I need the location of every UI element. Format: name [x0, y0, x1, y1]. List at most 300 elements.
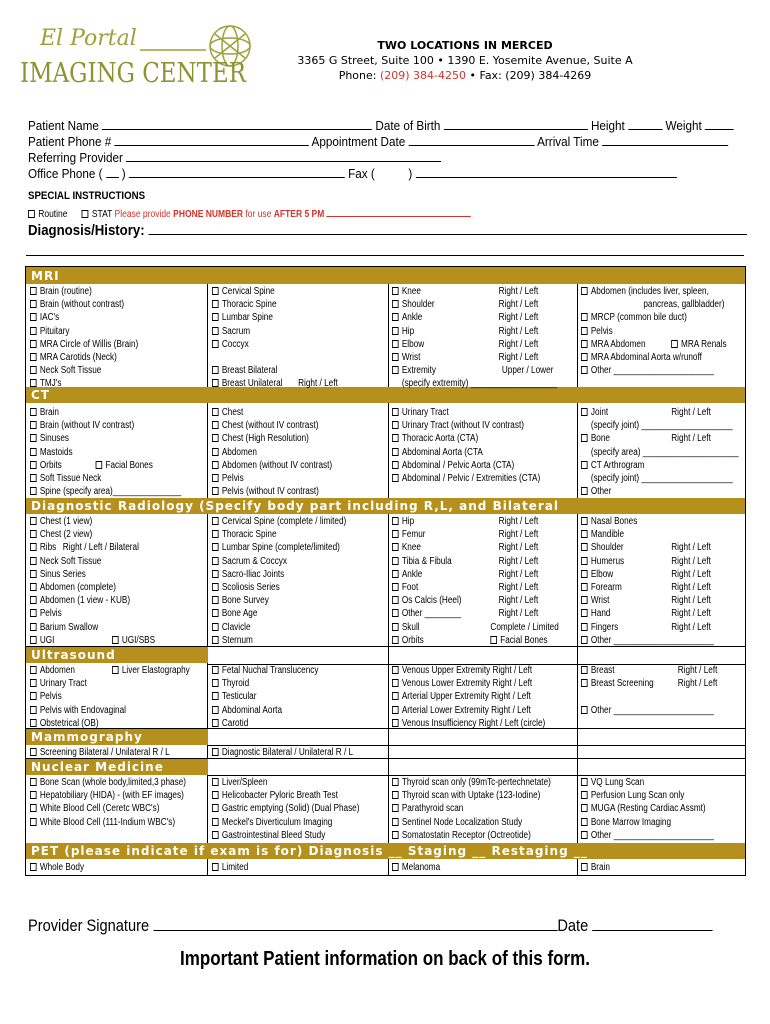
- exam-checkbox[interactable]: [581, 679, 588, 687]
- signature-field[interactable]: [153, 917, 557, 931]
- appt-field[interactable]: [408, 135, 534, 146]
- exam-checkbox[interactable]: [212, 487, 219, 495]
- exam-checkbox[interactable]: [581, 596, 588, 604]
- list-item: [212, 338, 282, 351]
- band-nuc-label: Nuclear Medicine: [31, 760, 164, 774]
- exam-checkbox[interactable]: [581, 517, 588, 525]
- exam-checkbox[interactable]: [212, 340, 219, 348]
- list-item: [30, 432, 181, 445]
- exam-checkbox[interactable]: [212, 557, 219, 565]
- laterality-options: Right / Left: [498, 568, 539, 580]
- exam-checkbox[interactable]: [30, 609, 37, 617]
- stat-checkbox[interactable]: [82, 210, 89, 218]
- list-item: [392, 446, 540, 459]
- laterality-options: Right / Left: [498, 595, 539, 607]
- exam-checkbox[interactable]: [30, 327, 37, 335]
- list-item: [212, 528, 346, 541]
- exam-checkbox[interactable]: [96, 461, 103, 469]
- exam-label: Helicobacter Pyloric Breath Test: [221, 790, 338, 802]
- exam-checkbox[interactable]: [581, 313, 588, 321]
- list-item: [392, 541, 539, 554]
- band-pet-label: PET (please indicate if exam is for) Diagnosis __ Staging __ Restaging __: [31, 844, 588, 858]
- exam-label: Thoracic Aorta (CTA): [401, 433, 479, 445]
- list-item: [30, 485, 181, 498]
- exam-label: Spine (specify area)_______________: [39, 486, 182, 498]
- list-item: [30, 802, 186, 815]
- list-item: [30, 789, 186, 802]
- exam-label: Bone Marrow Imaging: [590, 816, 672, 828]
- routine-checkbox[interactable]: [28, 210, 35, 218]
- exam-checkbox[interactable]: [212, 379, 219, 387]
- patient-phone-row: [28, 134, 728, 149]
- laterality-options: Right / Left: [298, 378, 338, 390]
- exam-checkbox[interactable]: [581, 570, 588, 578]
- exam-checkbox[interactable]: [30, 287, 37, 295]
- exam-checkbox[interactable]: [581, 408, 588, 416]
- list-item: [581, 816, 714, 829]
- exam-checkbox[interactable]: [212, 448, 219, 456]
- exam-label: MRA Abdominal Aorta w/runoff: [590, 352, 702, 364]
- list-item: [212, 704, 318, 717]
- exam-checkbox[interactable]: [30, 487, 37, 495]
- exam-checkbox[interactable]: [392, 434, 399, 442]
- exam-checkbox[interactable]: [212, 719, 219, 727]
- laterality-options: Right / Left: [498, 338, 539, 350]
- exam-checkbox[interactable]: [581, 353, 588, 361]
- list-item: [30, 568, 130, 581]
- list-item: [581, 515, 714, 528]
- exam-checkbox[interactable]: [581, 461, 588, 469]
- diagnosis-line-2[interactable]: [26, 255, 744, 256]
- list-item: [392, 515, 539, 528]
- exam-checkbox[interactable]: [392, 353, 399, 361]
- exam-checkbox[interactable]: [30, 719, 37, 727]
- exam-label: IAC's: [39, 312, 60, 324]
- inline-option: [490, 634, 547, 647]
- exam-checkbox[interactable]: [30, 300, 37, 308]
- exam-label: Obstetrical (OB): [39, 717, 99, 729]
- laterality-options: Right / Left: [498, 608, 539, 620]
- laterality-options: Right / Left: [498, 555, 539, 567]
- exam-checkbox[interactable]: [30, 353, 37, 361]
- exam-checkbox[interactable]: [392, 719, 399, 727]
- exam-checkbox[interactable]: [392, 543, 399, 551]
- fax-close-paren: ): [408, 166, 413, 181]
- exam-label: Forearm: [590, 582, 622, 594]
- exam-checkbox[interactable]: [30, 434, 37, 442]
- referring-field[interactable]: [126, 151, 441, 162]
- inline-option: [671, 338, 726, 351]
- exam-label: Brain (without IV contrast): [39, 420, 135, 432]
- list-item: [392, 568, 539, 581]
- exam-checkbox[interactable]: [30, 557, 37, 565]
- list-item: [581, 311, 724, 324]
- exam-checkbox[interactable]: [30, 530, 37, 538]
- list-item: [392, 621, 559, 634]
- dob-field[interactable]: [444, 119, 588, 130]
- exam-checkbox[interactable]: [30, 636, 37, 644]
- us-col3: [392, 664, 545, 730]
- list-item: [30, 664, 190, 677]
- pet-limited-checkbox[interactable]: [212, 863, 219, 871]
- band-pet: [26, 843, 745, 859]
- pet-col1: [30, 861, 84, 874]
- exam-checkbox[interactable]: [392, 461, 399, 469]
- list-item: [212, 581, 346, 594]
- exam-checkbox[interactable]: [212, 804, 219, 812]
- exam-checkbox[interactable]: [392, 583, 399, 591]
- exam-label: UGI/SBS: [121, 634, 156, 646]
- exam-checkbox[interactable]: [581, 340, 588, 348]
- exam-checkbox[interactable]: [30, 666, 37, 674]
- exam-label: Brain (routine): [39, 286, 92, 297]
- exam-checkbox[interactable]: [581, 557, 588, 565]
- exam-checkbox[interactable]: [212, 623, 219, 631]
- exam-label: Cervical Spine: [221, 286, 275, 297]
- fax-area-field[interactable]: [378, 167, 405, 178]
- height-field[interactable]: [628, 119, 662, 130]
- exam-label: Liver Elastography: [121, 665, 190, 676]
- exam-checkbox[interactable]: [392, 666, 399, 674]
- band-us-label: Ultrasound: [31, 648, 116, 662]
- exam-checkbox[interactable]: [392, 474, 399, 482]
- exam-checkbox[interactable]: [392, 778, 399, 786]
- exam-checkbox[interactable]: [581, 804, 588, 812]
- exam-checkbox[interactable]: [392, 300, 399, 308]
- exam-checkbox[interactable]: [112, 636, 119, 644]
- list-item: [581, 364, 724, 377]
- exam-checkbox[interactable]: [392, 408, 399, 416]
- exam-checkbox[interactable]: [392, 366, 399, 374]
- list-item: [581, 776, 714, 789]
- exam-label: Hand: [590, 608, 611, 620]
- exam-label: Bone Scan (whole body,limited,3 phase): [39, 777, 187, 788]
- pet-whole-body-label: Whole Body: [39, 862, 85, 873]
- exam-checkbox[interactable]: [392, 679, 399, 687]
- exam-checkbox[interactable]: [392, 557, 399, 565]
- exam-checkbox[interactable]: [392, 448, 399, 456]
- pet-whole-body-checkbox[interactable]: [30, 863, 37, 871]
- list-item: [392, 717, 545, 730]
- list-item: [30, 528, 130, 541]
- exam-checkbox[interactable]: [212, 666, 219, 674]
- list-item: [392, 607, 539, 620]
- exam-checkbox[interactable]: [581, 487, 588, 495]
- list-item: [212, 541, 346, 554]
- pet-col4: [581, 861, 610, 874]
- exam-checkbox[interactable]: [30, 340, 37, 348]
- exam-label: (specify area) _____________________: [590, 446, 739, 458]
- row-divider: [26, 728, 745, 729]
- list-item: [392, 789, 551, 802]
- exam-checkbox[interactable]: [392, 327, 399, 335]
- exam-checkbox[interactable]: [392, 804, 399, 812]
- exam-checkbox[interactable]: [581, 636, 588, 644]
- list-item: [212, 816, 359, 829]
- exam-checkbox[interactable]: [30, 791, 37, 799]
- signature-date-field[interactable]: [592, 917, 712, 931]
- list-item: [581, 472, 739, 485]
- mri-col2: [212, 285, 338, 391]
- exam-checkbox[interactable]: [30, 596, 37, 604]
- exam-checkbox[interactable]: [581, 530, 588, 538]
- exam-checkbox[interactable]: [212, 609, 219, 617]
- exam-checkbox[interactable]: [30, 543, 37, 551]
- exam-label: Fetal Nuchal Translucency: [221, 665, 319, 676]
- list-item: [212, 607, 346, 620]
- list-item: [581, 690, 714, 703]
- exam-checkbox[interactable]: [392, 818, 399, 826]
- list-item: [30, 311, 138, 324]
- diagnosis-field[interactable]: [148, 224, 746, 235]
- exam-label: Tibia & Fibula: [401, 555, 452, 567]
- stat-note-phone: PHONE NUMBER: [173, 209, 244, 220]
- exam-label: Extremity: [401, 365, 437, 377]
- exam-checkbox[interactable]: [581, 831, 588, 839]
- exam-checkbox[interactable]: [212, 543, 219, 551]
- exam-checkbox[interactable]: [392, 791, 399, 799]
- extremity-specify[interactable]: [392, 377, 557, 390]
- exam-checkbox[interactable]: [30, 804, 37, 812]
- exam-checkbox[interactable]: [392, 421, 399, 429]
- list-item: [212, 515, 346, 528]
- exam-checkbox[interactable]: [212, 818, 219, 826]
- mammo-diagnostic-checkbox[interactable]: [212, 748, 219, 756]
- list-item: [30, 325, 138, 338]
- exam-checkbox[interactable]: [392, 609, 399, 617]
- exam-checkbox[interactable]: [30, 408, 37, 416]
- dob-label: Date of Birth: [375, 118, 441, 133]
- exam-label: Breast Bilateral: [221, 365, 278, 377]
- office-row: [28, 166, 677, 181]
- laterality-options: Right / Left: [671, 407, 711, 418]
- stat-phone-field[interactable]: [327, 206, 472, 217]
- exam-checkbox[interactable]: [212, 366, 219, 374]
- exam-checkbox[interactable]: [392, 636, 399, 644]
- exam-checkbox[interactable]: [30, 461, 37, 469]
- pet-brain-checkbox[interactable]: [581, 863, 588, 871]
- exam-label: Breast Unilateral: [221, 378, 283, 390]
- office-phone-field[interactable]: [129, 167, 345, 178]
- signature-label: Provider Signature: [28, 916, 150, 935]
- exam-label: Hepatobiliary (HIDA) - (with EF images): [39, 790, 184, 802]
- exam-checkbox[interactable]: [392, 340, 399, 348]
- exam-checkbox[interactable]: [212, 474, 219, 482]
- list-item: [392, 311, 557, 324]
- exam-checkbox[interactable]: [30, 818, 37, 826]
- mammo-screening-checkbox[interactable]: [30, 748, 37, 756]
- exam-label: Clavicle: [221, 621, 251, 633]
- exam-label: Venous Insufficiency Right / Left (circle): [401, 717, 546, 729]
- list-item: [212, 351, 282, 364]
- exam-label: Hip: [401, 516, 415, 527]
- exam-label: Shoulder: [590, 542, 624, 554]
- exam-checkbox[interactable]: [212, 636, 219, 644]
- laterality-options: Right / Left: [498, 582, 539, 594]
- exam-checkbox[interactable]: [30, 448, 37, 456]
- exam-checkbox[interactable]: [30, 778, 37, 786]
- exam-checkbox[interactable]: [581, 543, 588, 551]
- exam-checkbox[interactable]: [212, 287, 219, 295]
- exam-checkbox[interactable]: [212, 791, 219, 799]
- list-item: [392, 351, 557, 364]
- exam-checkbox[interactable]: [581, 818, 588, 826]
- exam-label: Urinary Tract: [39, 678, 87, 690]
- patient-phone-field[interactable]: [115, 135, 309, 146]
- exam-checkbox[interactable]: [581, 434, 588, 442]
- us-col4: [581, 664, 718, 717]
- laterality-options: Right / Left: [498, 516, 539, 527]
- ct-col2: [212, 406, 332, 498]
- exam-checkbox[interactable]: [212, 679, 219, 687]
- exam-checkbox[interactable]: [581, 366, 588, 374]
- exam-label: Skull: [401, 621, 420, 633]
- exam-checkbox[interactable]: [30, 379, 37, 387]
- exam-label: Carotid: [221, 717, 249, 729]
- exam-checkbox[interactable]: [212, 434, 219, 442]
- exam-label: Pelvis with Endovaginal: [39, 704, 126, 716]
- list-item: [581, 459, 739, 472]
- exam-checkbox[interactable]: [30, 692, 37, 700]
- exam-checkbox[interactable]: [392, 287, 399, 295]
- exam-checkbox[interactable]: [581, 666, 588, 674]
- exam-checkbox[interactable]: [392, 831, 399, 839]
- exam-checkbox[interactable]: [212, 408, 219, 416]
- exam-checkbox[interactable]: [212, 461, 219, 469]
- exam-label: Sacrum & Coccyx: [221, 555, 288, 567]
- laterality-options: Right / Left: [671, 595, 711, 607]
- exam-checkbox[interactable]: [30, 366, 37, 374]
- exam-checkbox[interactable]: [212, 778, 219, 786]
- exam-checkbox[interactable]: [30, 517, 37, 525]
- exam-label: MRA Abdomen: [590, 338, 646, 350]
- exam-label: Fingers: [590, 621, 619, 633]
- list-item: [581, 406, 739, 419]
- band-mri: [26, 267, 745, 284]
- exam-checkbox[interactable]: [392, 530, 399, 538]
- exam-checkbox[interactable]: [212, 327, 219, 335]
- exam-checkbox[interactable]: [392, 692, 399, 700]
- fax-field[interactable]: [416, 167, 677, 178]
- exam-checkbox[interactable]: [581, 791, 588, 799]
- exam-checkbox[interactable]: [30, 706, 37, 714]
- logo-line2: IMAGING CENTER: [20, 58, 246, 89]
- list-item: [581, 528, 714, 541]
- exam-checkbox[interactable]: [212, 596, 219, 604]
- exam-label: Elbow: [590, 568, 614, 580]
- exam-checkbox[interactable]: [30, 679, 37, 687]
- arrival-field[interactable]: [602, 135, 728, 146]
- list-item: [392, 677, 545, 690]
- exam-label: Pelvis: [39, 608, 62, 620]
- exam-checkbox[interactable]: [671, 340, 678, 348]
- exam-checkbox[interactable]: [212, 517, 219, 525]
- list-item: [392, 338, 557, 351]
- exam-checkbox[interactable]: [392, 706, 399, 714]
- us-col2: [212, 664, 318, 730]
- exam-checkbox[interactable]: [581, 778, 588, 786]
- exam-label: Neck Soft Tissue: [39, 555, 102, 567]
- exam-checkbox[interactable]: [581, 327, 588, 335]
- weight-field[interactable]: [705, 119, 734, 130]
- laterality-options: Right / Left: [671, 542, 711, 554]
- band-us: [26, 647, 208, 663]
- header-address: 3365 G Street, Suite 100 • 1390 E. Yosemite Avenue, Suite A: [297, 54, 633, 67]
- exam-checkbox[interactable]: [212, 706, 219, 714]
- exam-checkbox[interactable]: [212, 300, 219, 308]
- list-item: [30, 690, 126, 703]
- exam-checkbox[interactable]: [30, 623, 37, 631]
- phone-label: Phone:: [338, 69, 377, 82]
- exam-checkbox[interactable]: [212, 421, 219, 429]
- exam-checkbox[interactable]: [581, 583, 588, 591]
- exam-label: Brain (without contrast): [39, 299, 125, 311]
- exam-label: Chest (2 view): [39, 529, 93, 541]
- exam-checkbox[interactable]: [581, 623, 588, 631]
- list-item: [212, 802, 359, 815]
- list-item: [392, 829, 551, 842]
- exam-label: MRA Circle of Willis (Brain): [39, 338, 139, 350]
- list-item: [581, 432, 739, 445]
- exam-checkbox[interactable]: [212, 313, 219, 321]
- list-item: [392, 816, 551, 829]
- exam-checkbox[interactable]: [212, 570, 219, 578]
- stat-note-after: AFTER 5 PM: [273, 209, 325, 220]
- exam-checkbox[interactable]: [212, 530, 219, 538]
- exam-label: MRA Renals: [681, 338, 727, 350]
- exam-checkbox[interactable]: [581, 609, 588, 617]
- patient-name-field[interactable]: [102, 119, 372, 130]
- exam-checkbox[interactable]: [392, 517, 399, 525]
- list-item: [30, 472, 181, 485]
- exam-checkbox[interactable]: [392, 623, 399, 631]
- list-item: [392, 690, 545, 703]
- exam-label: Perfusion Lung Scan only: [590, 790, 685, 802]
- list-item: [212, 789, 359, 802]
- list-item: [212, 621, 346, 634]
- exam-checkbox[interactable]: [212, 583, 219, 591]
- pet-melanoma-checkbox[interactable]: [392, 863, 399, 871]
- exam-checkbox[interactable]: [212, 831, 219, 839]
- exam-label: Pelvis: [590, 325, 613, 337]
- exam-checkbox[interactable]: [30, 474, 37, 482]
- exam-checkbox[interactable]: [30, 583, 37, 591]
- exam-checkbox[interactable]: [581, 706, 588, 714]
- dx-col2: [212, 515, 346, 647]
- mammo-diagnostic-label: Diagnostic Bilateral / Unilateral R / L: [221, 747, 354, 758]
- exam-label: Os Calcis (Heel): [401, 595, 462, 607]
- diagnosis-row: [28, 222, 747, 239]
- list-item: [212, 776, 359, 789]
- exam-checkbox[interactable]: [112, 666, 119, 674]
- exam-checkbox[interactable]: [212, 692, 219, 700]
- exam-checkbox[interactable]: [30, 313, 37, 321]
- laterality-options: Right / Left: [498, 529, 539, 541]
- list-item: [392, 594, 539, 607]
- list-item: [392, 776, 551, 789]
- exam-checkbox[interactable]: [30, 421, 37, 429]
- exam-checkbox[interactable]: [392, 596, 399, 604]
- office-area-field[interactable]: [106, 167, 119, 178]
- exam-checkbox[interactable]: [392, 570, 399, 578]
- exam-checkbox[interactable]: [30, 570, 37, 578]
- exam-label: Chest (without IV contrast): [221, 420, 319, 432]
- exam-checkbox[interactable]: [581, 287, 588, 295]
- header-title: TWO LOCATIONS IN MERCED: [377, 39, 553, 52]
- exam-checkbox[interactable]: [392, 313, 399, 321]
- band-dx-label: Diagnostic Radiology (Specify body part including R,L, and Bilateral: [31, 499, 560, 513]
- exam-checkbox[interactable]: [490, 636, 497, 644]
